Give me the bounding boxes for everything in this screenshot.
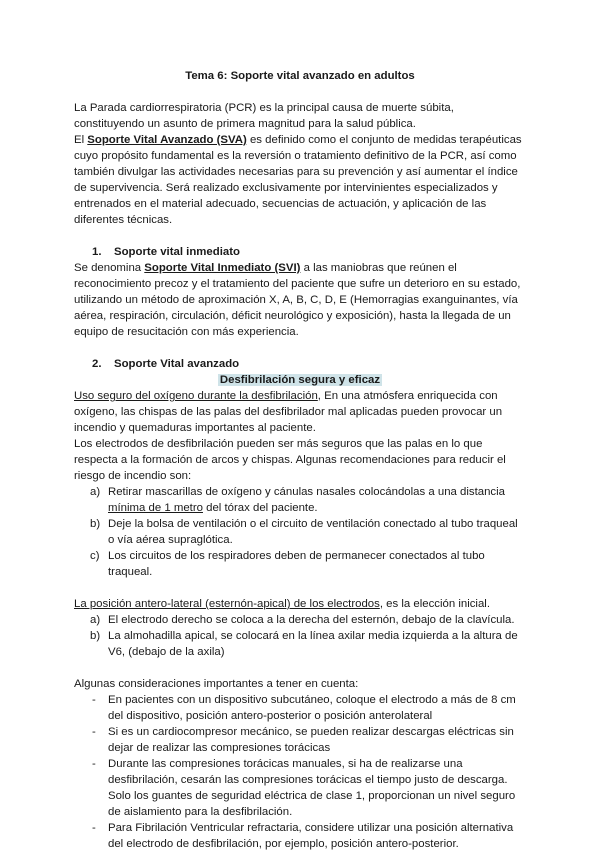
list-marker: b) [90, 630, 101, 642]
list-marker: a) [90, 486, 101, 498]
list-item [74, 628, 526, 660]
list-item-text: El electrodo derecho se coloca a la derecha del esternón, debajo de la clavícula. [108, 614, 515, 626]
position-lead: La posición antero-lateral (esternón-apical) de los electrodos [74, 598, 380, 610]
position-paragraph [74, 596, 526, 612]
intro-paragraph-pcr: La Parada cardiorrespiratoria (PCR) es la principal causa de muerte súbita, constituyendo un asunto de primera magnitud para la salud pública. [74, 102, 454, 130]
considerations-list [74, 692, 526, 852]
list-item-text: Retirar mascarillas de oxígeno y cánulas nasales colocándolas a una distancia [108, 486, 505, 498]
fire-recommendations-list [74, 484, 526, 580]
section-1-paragraph [74, 260, 526, 340]
section-2-number: 2. [92, 358, 102, 370]
svi-definition: a las maniobras que reúnen el reconocimiento precoz y el tratamiento del paciente que sufre un deterioro en su estado, utilizando un método de aproximación X, A, B, C, D, E (Hemorragias exanguinantes, vía aérea, respiración, circulación, déficit neurológico y exposición), hasta la llegada de un equipo de resucitación con más experiencia. [74, 262, 521, 338]
list-item-text: Para Fibrilación Ventricular refractaria, considere utilizar una posición alternativa del electrodo de desfibrilación, por ejemplo, posición antero-posterior. [108, 822, 514, 850]
defibrillation-subheading-text: Desfibrilación segura y eficaz [219, 374, 381, 386]
list-item [74, 820, 526, 852]
list-item [74, 756, 526, 820]
electrode-position-list [74, 612, 526, 660]
oxygen-lead: Uso seguro del oxígeno durante la desfibrilación [74, 390, 318, 402]
list-item-text-end: del tórax del paciente. [202, 502, 318, 514]
list-item-text: Si es un cardiocompresor mecánico, se pueden realizar descargas eléctricas sin dejar de realizar las compresiones torácicas [108, 726, 514, 754]
section-1-number: 1. [92, 246, 102, 258]
section-2-title: Soporte Vital avanzado [114, 358, 240, 370]
list-item-text: Deje la bolsa de ventilación o el circuito de ventilación conectado al tubo traqueal o vía aérea supraglótica. [108, 518, 518, 546]
list-item [74, 484, 526, 516]
list-item [74, 548, 526, 580]
intro-paragraph-sva [74, 132, 526, 228]
sva-definition: es definido como el conjunto de medidas terapéuticas cuyo propósito fundamental es la reversión o tratamiento definitivo de la PCR, así como también divulgar las actividades necesarias para su prevención y así aumentar el índice de supervivencia. Será realizado exclusivamente por intervinientes especializados y entrenados en el material adecuado, secuencias de actuación, y aplicación de las diferentes técnicas. [74, 134, 522, 226]
position-text: , es la elección inicial. [379, 598, 490, 610]
document-title: Tema 6: Soporte vital avanzado en adultos [185, 70, 415, 82]
distance-emphasis: mínima de 1 metro [108, 502, 203, 514]
list-marker: b) [90, 518, 101, 530]
list-item-text: Durante las compresiones torácicas manuales, si ha de realizarse una desfibrilación, cesarán las compresiones torácicas el tiempo justo de descarga. Solo los guantes de seguridad eléctrica de clase 1, proporcionan un nivel seguro de aislamiento para la desfibrilación. [108, 758, 516, 818]
list-marker: a) [90, 614, 101, 626]
oxygen-paragraph [74, 388, 526, 436]
list-item [74, 516, 526, 548]
list-marker: c) [90, 550, 100, 562]
considerations-intro: Algunas consideraciones importantes a tener en cuenta: [74, 678, 359, 690]
list-marker: - [92, 758, 96, 770]
svi-lead-text: Se denomina [74, 262, 145, 274]
list-marker: - [92, 694, 96, 706]
defibrillation-subheading [74, 372, 526, 388]
section-1-title: Soporte vital inmediato [114, 246, 240, 258]
list-item-text: La almohadilla apical, se colocará en la línea axilar media izquierda a la altura de V6, (debajo de la axila) [108, 630, 518, 658]
list-item [74, 724, 526, 756]
list-item-text: En pacientes con un dispositivo subcutáneo, coloque el electrodo a más de 8 cm del dispositivo, posición antero-posterior o posición anterolateral [108, 694, 516, 722]
section-1-heading [74, 244, 526, 260]
electrodes-paragraph: Los electrodos de desfibrilación pueden ser más seguros que las palas en lo que respecta a la formación de arcos y chispas. Algunas recomendaciones para reducir el riesgo de incendio son: [74, 438, 506, 482]
list-item [74, 612, 526, 628]
section-2-heading [74, 356, 526, 372]
oxygen-text: , En una atmósfera enriquecida con oxígeno, las chispas de las palas del desfibrilador mal aplicadas pueden provocar un incendio y quemaduras importantes al paciente. [74, 390, 503, 434]
sva-lead-text: El [74, 134, 88, 146]
list-item-text: Los circuitos de los respiradores deben de permanecer conectados al tubo traqueal. [108, 550, 485, 578]
list-marker: - [92, 726, 96, 738]
list-item [74, 692, 526, 724]
list-marker: - [92, 822, 96, 834]
sva-term: Soporte Vital Avanzado (SVA) [87, 134, 247, 146]
document-page [74, 68, 526, 852]
svi-term: Soporte Vital Inmediato (SVI) [144, 262, 301, 274]
